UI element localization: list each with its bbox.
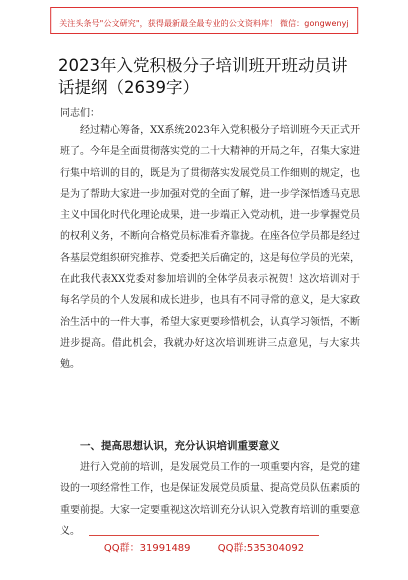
section-heading-1: 一、提高思想认识，充分认识培训重要意义 bbox=[80, 440, 280, 452]
page-footer bbox=[0, 535, 408, 554]
document-title: 2023年入党积极分子培训班开班动员讲话提纲（2639字） bbox=[58, 56, 348, 97]
qq-group-1: QQ群：31991489 bbox=[103, 543, 191, 554]
body-paragraph-2: 进行入党前的培训，是发展党员工作的一项重要内容，是党的建设的一项经常性工作，也是保证发展党员质量、提高党员队伍素质的重要前提。大家一定要重视这次培训充分认识入党教育培训的重要意义。 bbox=[60, 462, 360, 537]
body-paragraph-1: 经过精心筹备，XX系统2023年入党积极分子培训班今天正式开班了。今年是全面贯彻落实党的二十大精神的开局之年，召集大家进行集中培训的目的，既是为了贯彻落实发展党员工作细则的规定，也是为了帮助大家进一步加强对党的全面了解，进一步学深悟透马克思主义中国化时代化理论成果，进一步端正入党动机，进一步掌握党员的权利义务，不断向合格党员标准看齐靠拢。在座各位学员都是经过各基层党组织研究推荐、党委把关后确定的，这是每位学员的光荣，在此我代表XX党委对参加培训的全体学员表示祝贺！这次培训对于每名学员的个人发展和成长进步，也具有不同寻常的意义，是大家政治生活中的一件大事，希望大家更要珍惜机会，认真学习领悟，不断进步提高。借此机会，我就办好这次培训班讲三点意见，与大家共勉。 bbox=[60, 125, 360, 371]
header-banner bbox=[50, 7, 358, 34]
salutation: 同志们： bbox=[60, 108, 100, 119]
banner-text: 关注头条号"公文研究"，获得最新最全最专业的公文资料库！ 微信：gongwenyj bbox=[59, 19, 349, 28]
footer-divider bbox=[89, 535, 319, 536]
qq-group-2: QQ群:535304092 bbox=[217, 543, 305, 554]
